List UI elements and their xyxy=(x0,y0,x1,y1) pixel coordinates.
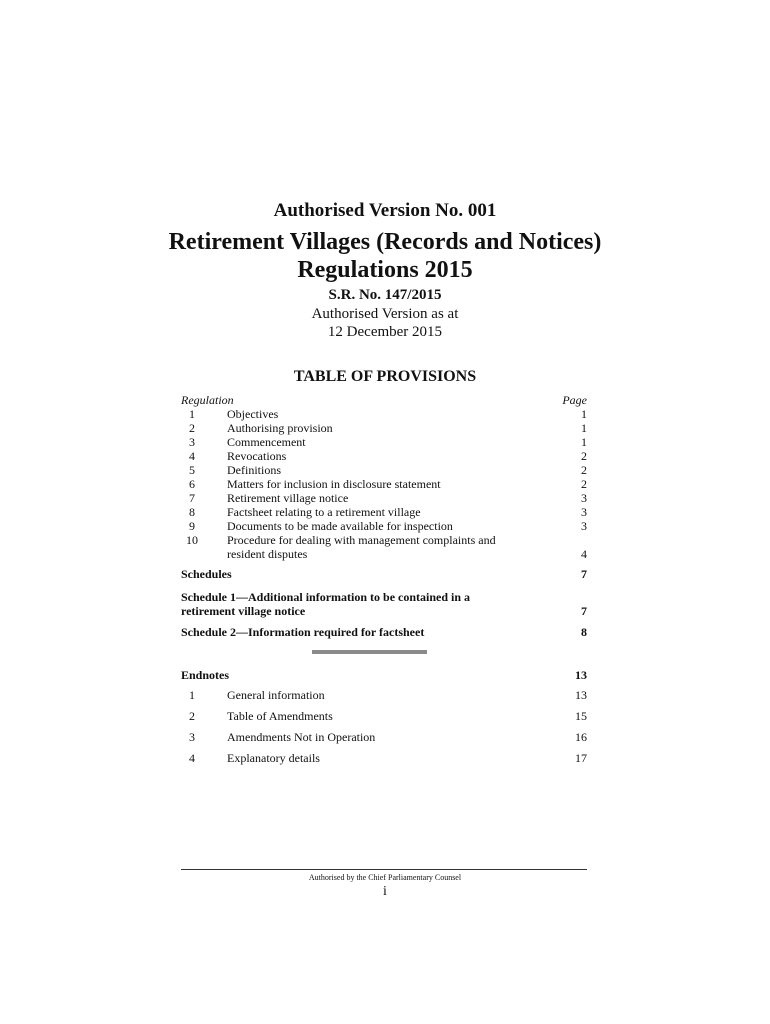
page-number: i xyxy=(383,884,387,899)
entry-page: 1 xyxy=(581,407,587,421)
toc-entry[interactable] xyxy=(181,435,587,449)
toc-entry[interactable] xyxy=(181,491,587,505)
entry-title: Procedure for dealing with management complaints and resident disputes xyxy=(227,533,496,561)
entry-title: Commencement xyxy=(227,435,306,449)
entry-page: 2 xyxy=(581,463,587,477)
toc-entry[interactable] xyxy=(181,463,587,477)
endnote-number: 3 xyxy=(189,730,195,744)
entry-title: Matters for inclusion in disclosure statement xyxy=(227,477,441,491)
entry-title: Retirement village notice xyxy=(227,491,349,505)
schedule-2-page: 8 xyxy=(581,625,587,639)
endnote-number: 1 xyxy=(189,688,195,702)
entry-number: 7 xyxy=(189,491,195,505)
schedule-1-title: Schedule 1—Additional information to be contained in a retirement village notice xyxy=(181,590,471,618)
entry-number: 5 xyxy=(189,463,195,477)
footer-rule xyxy=(181,869,587,870)
toc-entry[interactable] xyxy=(181,533,587,561)
title-line-2: Regulations 2015 xyxy=(297,257,473,283)
regulation-list xyxy=(181,407,587,561)
entry-page: 3 xyxy=(581,505,587,519)
toc-entry[interactable] xyxy=(181,407,587,421)
toc-entry[interactable] xyxy=(181,519,587,533)
toc-entry[interactable] xyxy=(181,449,587,463)
section-divider xyxy=(312,650,427,654)
endnote-title: Explanatory details xyxy=(227,751,320,765)
endnote-title: Amendments Not in Operation xyxy=(227,730,376,744)
endnote-entry[interactable] xyxy=(181,730,587,751)
authorised-version-heading: Authorised Version No. 001 xyxy=(273,200,497,221)
endnote-title: Table of Amendments xyxy=(227,709,333,723)
endnote-entry[interactable] xyxy=(181,751,587,772)
entry-number: 10 xyxy=(186,533,198,547)
endnote-entry[interactable] xyxy=(181,709,587,730)
sr-number: S.R. No. 147/2015 xyxy=(328,287,442,303)
endnote-page: 17 xyxy=(575,751,587,765)
schedules-page: 7 xyxy=(581,567,587,581)
entry-title: Authorising provision xyxy=(227,421,333,435)
entry-number: 2 xyxy=(189,421,195,435)
endnote-page: 13 xyxy=(575,688,587,702)
endnote-entry[interactable] xyxy=(181,688,587,709)
entry-number: 6 xyxy=(189,477,195,491)
entry-page: 2 xyxy=(581,449,587,463)
toc-heading: TABLE OF PROVISIONS xyxy=(293,368,477,385)
authorised-as-at xyxy=(0,305,770,341)
toc-entry[interactable] xyxy=(181,477,587,491)
column-header-regulation: Regulation xyxy=(181,393,234,407)
entry-number: 8 xyxy=(189,505,195,519)
toc-entry[interactable] xyxy=(181,421,587,435)
endnotes-title: Endnotes xyxy=(181,668,230,682)
entry-number: 9 xyxy=(189,519,195,533)
entry-number: 4 xyxy=(189,449,195,463)
as-at-line-1: Authorised Version as at xyxy=(311,306,459,322)
toc-schedule-2[interactable] xyxy=(181,625,587,639)
schedule-2-title: Schedule 2—Information required for factsheet xyxy=(181,625,425,639)
entry-page: 2 xyxy=(581,477,587,491)
toc-schedule-1[interactable] xyxy=(181,590,587,618)
entry-title: Factsheet relating to a retirement village xyxy=(227,505,421,519)
schedules-title: Schedules xyxy=(181,567,232,581)
endnote-page: 16 xyxy=(575,730,587,744)
footer-text: Authorised by the Chief Parliamentary Counsel xyxy=(308,873,462,882)
schedule-1-page: 7 xyxy=(581,604,587,618)
endnotes-page: 13 xyxy=(575,668,587,682)
entry-page: 3 xyxy=(581,491,587,505)
endnote-title: General information xyxy=(227,688,325,702)
toc-endnotes[interactable] xyxy=(181,668,587,682)
toc-schedules[interactable] xyxy=(181,567,587,581)
entry-page: 3 xyxy=(581,519,587,533)
endnote-number: 2 xyxy=(189,709,195,723)
document-title xyxy=(0,228,770,284)
entry-title: Definitions xyxy=(227,463,281,477)
column-header-page: Page xyxy=(562,393,587,407)
endnote-number: 4 xyxy=(189,751,195,765)
entry-page: 1 xyxy=(581,421,587,435)
title-line-1: Retirement Villages (Records and Notices) xyxy=(168,229,602,255)
entry-number: 3 xyxy=(189,435,195,449)
entry-page: 4 xyxy=(581,547,587,561)
entry-page: 1 xyxy=(581,435,587,449)
endnote-list xyxy=(181,688,587,772)
entry-number: 1 xyxy=(189,407,195,421)
entry-title: Revocations xyxy=(227,449,287,463)
as-at-line-2: 12 December 2015 xyxy=(327,324,443,340)
entry-title: Objectives xyxy=(227,407,279,421)
endnote-page: 15 xyxy=(575,709,587,723)
toc-entry[interactable] xyxy=(181,505,587,519)
entry-title: Documents to be made available for inspection xyxy=(227,519,453,533)
